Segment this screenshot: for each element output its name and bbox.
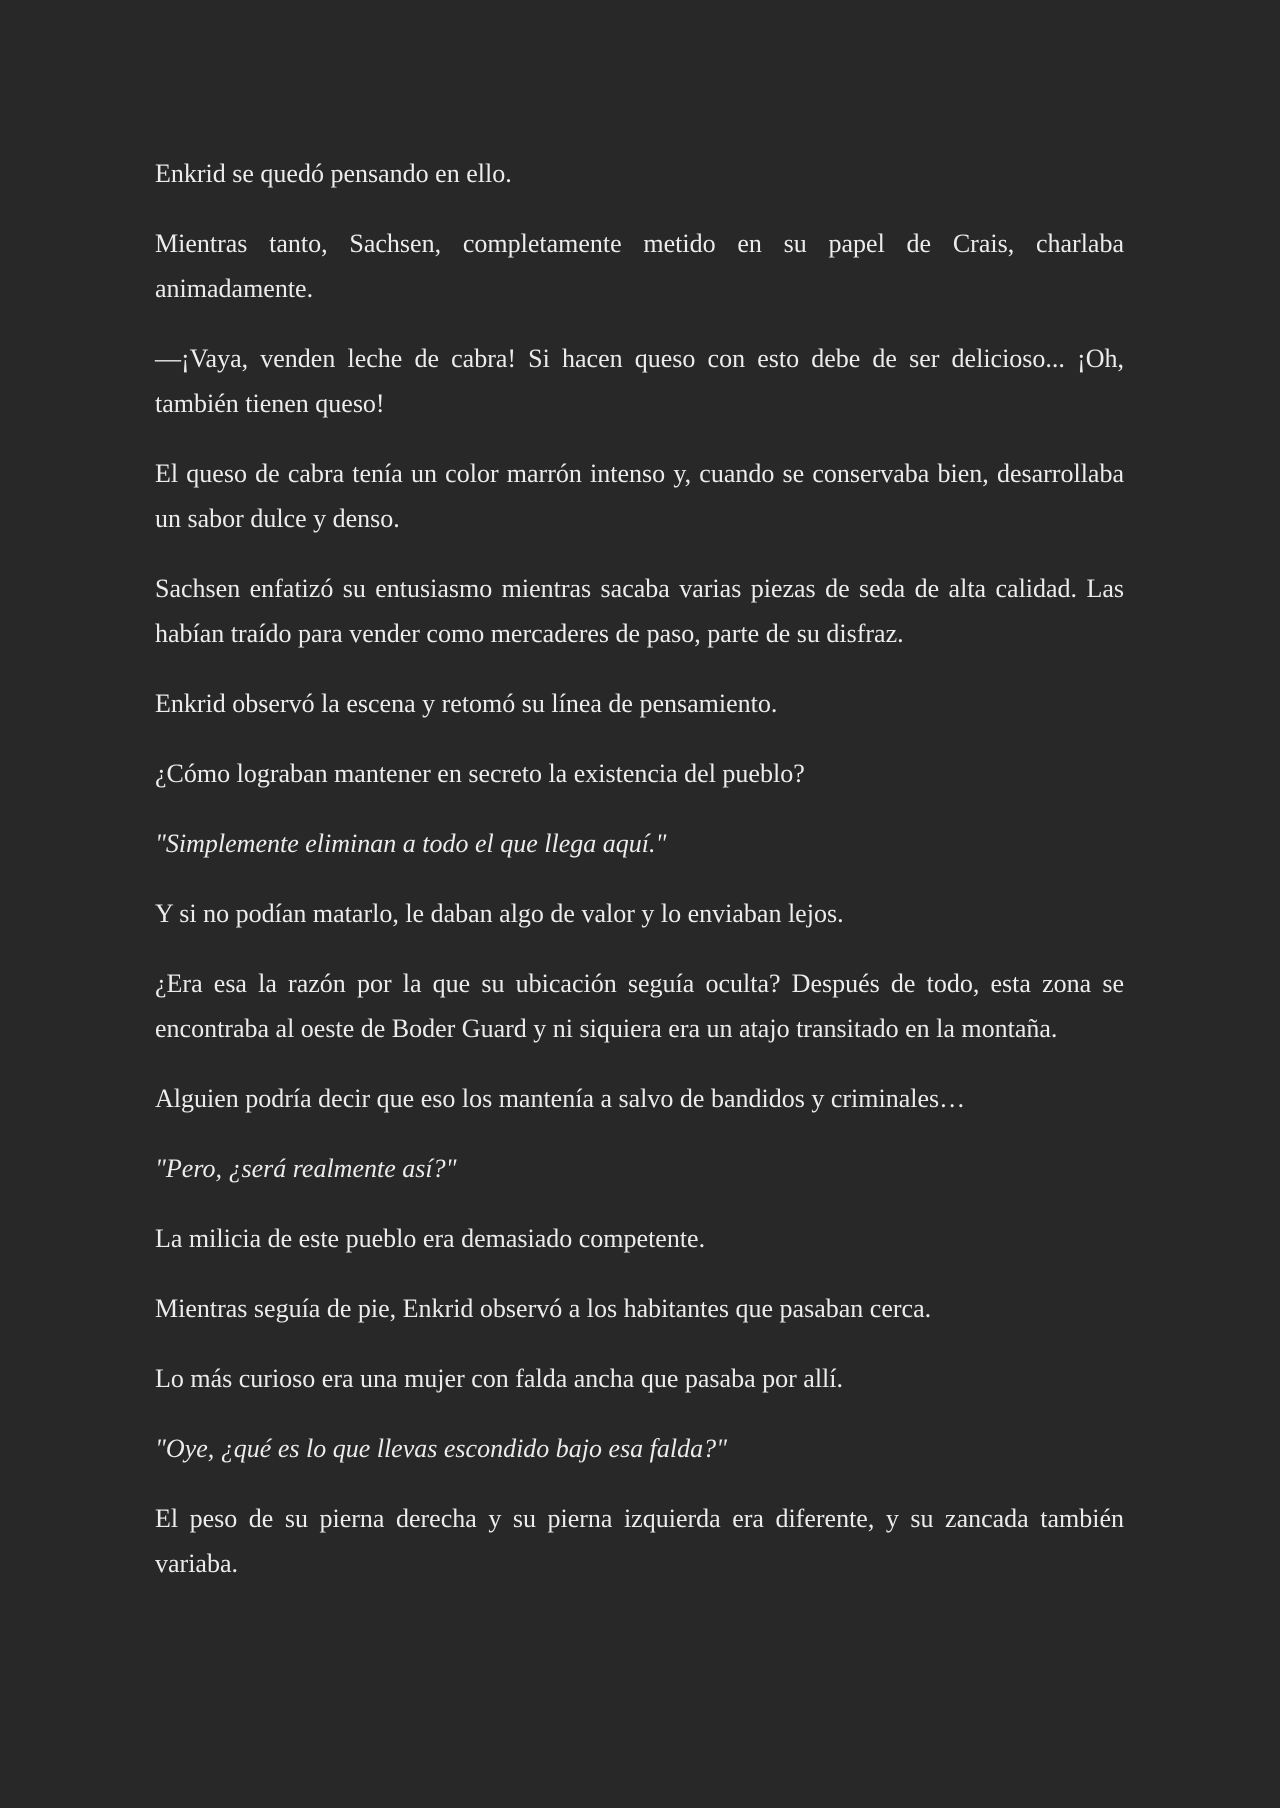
paragraph: Enkrid observó la escena y retomó su línea de pensamiento.	[155, 689, 778, 718]
paragraph: Mientras seguía de pie, Enkrid observó a los habitantes que pasaban cerca.	[155, 1294, 932, 1323]
chapter-text	[155, 151, 1124, 1611]
paragraph: ¿Era esa la razón por la que su ubicación seguía oculta? Después de todo, esta zona se encontraba al oeste de Boder Guard y ni siquiera era un atajo transitado en la montaña.	[155, 969, 1124, 1043]
paragraph: Sachsen enfatizó su entusiasmo mientras sacaba varias piezas de seda de alta calidad. Las habían traído para vender como mercaderes de paso, parte de su disfraz.	[155, 574, 1124, 648]
thought-paragraph: "Simplemente eliminan a todo el que llega aquí."	[155, 829, 667, 858]
thought-paragraph: "Pero, ¿será realmente así?"	[155, 1154, 457, 1183]
paragraph: Y si no podían matarlo, le daban algo de valor y lo enviaban lejos.	[155, 899, 844, 928]
paragraph: Enkrid se quedó pensando en ello.	[155, 159, 512, 188]
paragraph: La milicia de este pueblo era demasiado competente.	[155, 1224, 706, 1253]
paragraph: ¿Cómo lograban mantener en secreto la existencia del pueblo?	[155, 759, 805, 788]
paragraph: El peso de su pierna derecha y su pierna izquierda era diferente, y su zancada también variaba.	[155, 1504, 1124, 1578]
thought-paragraph: "Oye, ¿qué es lo que llevas escondido bajo esa falda?"	[155, 1434, 728, 1463]
paragraph: Mientras tanto, Sachsen, completamente metido en su papel de Crais, charlaba animadamente.	[155, 229, 1124, 303]
paragraph: El queso de cabra tenía un color marrón intenso y, cuando se conservaba bien, desarrollaba un sabor dulce y denso.	[155, 459, 1124, 533]
paragraph: —¡Vaya, venden leche de cabra! Si hacen queso con esto debe de ser delicioso... ¡Oh, también tienen queso!	[155, 344, 1124, 418]
paragraph: Lo más curioso era una mujer con falda ancha que pasaba por allí.	[155, 1364, 843, 1393]
paragraph: Alguien podría decir que eso los mantenía a salvo de bandidos y criminales…	[155, 1084, 966, 1113]
